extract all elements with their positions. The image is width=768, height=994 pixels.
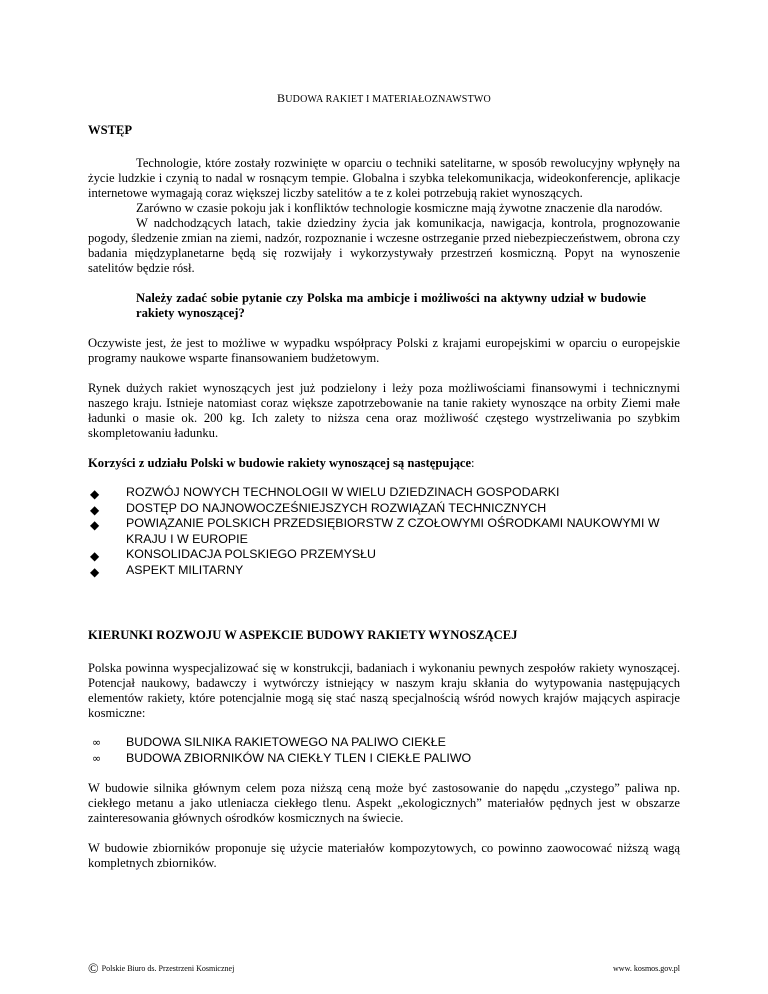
benefits-colon: : <box>471 456 475 470</box>
list-item <box>88 516 680 547</box>
diamond-bullet-icon: ◆ <box>90 518 100 532</box>
list-item <box>88 547 680 563</box>
document-body <box>88 123 680 871</box>
intro-paragraph-1: Technologie, które zostały rozwinięte w oparciu o techniki satelitarne, w sposób rewolucyjny wpłynęły na życie ludzkie i czynią to nadal w rosnącym tempie. Globalna i szybka telekomunikacja, wideokonferencje, aplikacje internetowe wymagają coraz większej liczby satelitów a te z kolei potrzebują rakiet wynoszących. <box>88 156 680 200</box>
directions-paragraph-1: Polska powinna wyspecjalizować się w konstrukcji, badaniach i wykonaniu pewnych zespołów rakiety wynoszącej. Potencjał naukowy, badawczy i wytwórczy istniejący w naszym kraju skłania do wytypowania następujących elementów rakiety, które potencjalnie mogą się stać naszą specjalnością wśród nowych krajów mających aspiracje kosmiczne: <box>88 661 680 720</box>
title-rest: UDOWA RAKIET I MATERIAŁOZNAWSTWO <box>285 94 491 105</box>
intro-paragraph-5: Rynek dużych rakiet wynoszących jest już podzielony i leży poza możliwościami finansowymi i technicznymi naszego kraju. Istnieje natomiast coraz większe zapotrzebowanie na tanie rakiety wynoszące na orbity Ziemi małe ładunki o masie ok. 200 kg. Ich zalety to niższa cena oraz możliwość częstego wystrzeliwania po szybkim skompletowaniu ładunku. <box>88 381 680 440</box>
document-title <box>0 91 768 106</box>
diamond-bullet-icon: ◆ <box>90 549 100 563</box>
infinity-bullet-icon: ∞ <box>92 751 102 765</box>
list-item-text: KONSOLIDACJA POLSKIEGO PRZEMYSŁU <box>126 547 376 561</box>
list-item <box>88 501 680 517</box>
benefits-intro <box>88 456 680 471</box>
intro-paragraph-3: W nadchodzących latach, takie dziedziny życia jak komunikacja, nawigacja, kontrola, prognozowanie pogody, śledzenie zmian na ziemi, nadzór, rozpoznanie i wczesne ostrzeganie przed niebezpieczeństwem, obrona czy badania międzyplanetarne będą się rozwijały i wykorzystywały przestrzeń kosmiczną. Popyt na wynoszenie satelitów będzie rósł. <box>88 216 680 275</box>
list-item <box>88 735 680 751</box>
benefits-label: Korzyści z udziału Polski w budowie rakiety wynoszącej są następujące <box>88 456 472 470</box>
question-paragraph: Należy zadać sobie pytanie czy Polska ma ambicje i możliwości na aktywny udział w budowie rakiety wynoszącej? <box>136 291 646 320</box>
diamond-bullet-icon: ◆ <box>90 564 100 579</box>
intro-paragraph-4: Oczywiste jest, że jest to możliwe w wypadku współpracy Polski z krajami europejskimi w oparciu o europejskie programy naukowe wsparte finansowaniem budżetowym. <box>88 336 680 365</box>
list-item <box>88 751 680 767</box>
section-heading-intro: WSTĘP <box>88 123 133 137</box>
directions-paragraph-2: W budowie silnika głównym celem poza niższą ceną może być zastosowanie do napędu „czystego” paliwa np. ciekłego metanu a jako utleniacza ciekłego tlenu. Aspekt „ekologicznych” materiałów pędnych jest w obszarze zainteresowania głównych ośrodków kosmicznych na świecie. <box>88 781 680 825</box>
list-item-text: BUDOWA ZBIORNIKÓW NA CIEKŁY TLEN I CIEKŁE PALIWO <box>126 750 472 765</box>
footer-org <box>88 960 234 976</box>
list-item-text: DOSTĘP DO NAJNOWOCZEŚNIEJSZYCH ROZWIĄZAŃ TECHNICZNYCH <box>126 500 547 515</box>
directions-paragraph-3: W budowie zbiorników proponuje się użycie materiałów kompozytowych, co powinno zaowocować niższą wagą kompletnych zbiorników. <box>88 841 680 870</box>
list-item <box>88 563 680 579</box>
section-heading-directions: KIERUNKI ROZWOJU W ASPEKCIE BUDOWY RAKIETY WYNOSZĄCEJ <box>88 628 518 642</box>
diamond-bullet-icon: ◆ <box>90 487 100 501</box>
directions-list <box>88 735 680 766</box>
footer-url: www. kosmos.gov.pl <box>613 964 680 973</box>
footer-org-name: Polskie Biuro ds. Przestrzeni Kosmicznej <box>101 964 235 973</box>
infinity-bullet-icon: ∞ <box>92 736 102 749</box>
list-item-text: ROZWÓJ NOWYCH TECHNOLOGII W WIELU DZIEDZINACH GOSPODARKI <box>126 485 560 499</box>
title-initial: B <box>277 91 286 105</box>
list-item <box>88 485 680 501</box>
copyright-icon: © <box>88 962 99 977</box>
intro-paragraph-2: Zarówno w czasie pokoju jak i konfliktów technologie kosmiczne mają żywotne znaczenie dla narodów. <box>136 201 663 215</box>
diamond-bullet-icon: ◆ <box>90 502 100 517</box>
list-item-text: BUDOWA SILNIKA RAKIETOWEGO NA PALIWO CIEKŁE <box>126 735 446 749</box>
list-item-text: ASPEKT MILITARNY <box>126 562 244 577</box>
list-item-text: POWIĄZANIE POLSKICH PRZEDSIĘBIORSTW Z CZOŁOWYMI OŚRODKAMI NAUKOWYMI W KRAJU I W EUROPIE <box>126 516 660 546</box>
benefits-list <box>88 485 680 578</box>
